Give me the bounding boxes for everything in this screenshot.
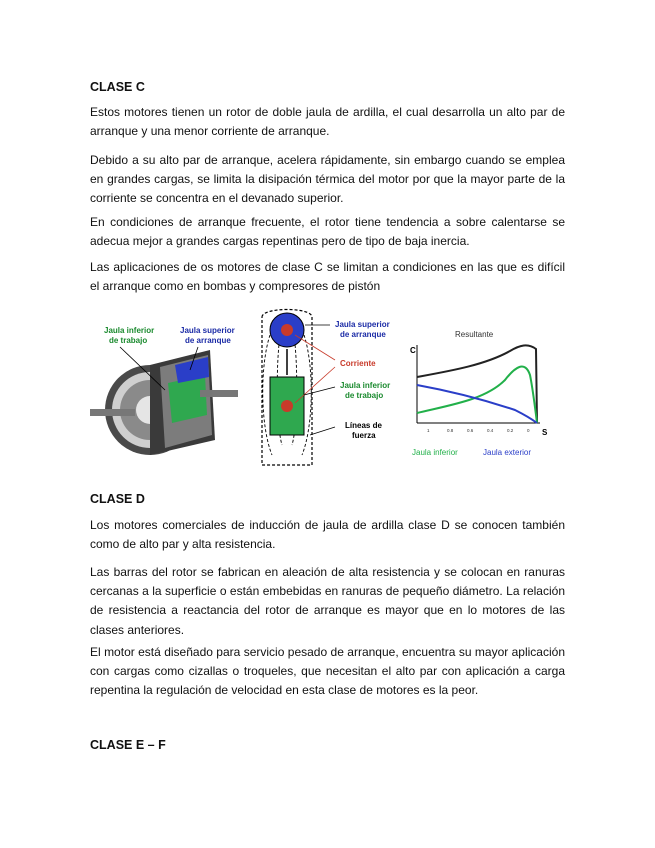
heading-clase-c: CLASE C — [90, 80, 145, 94]
paragraph-d-1: Los motores comerciales de inducción de jaula de ardilla clase D se conocen también como de alto par y alta resistencia. — [90, 518, 565, 552]
shaft — [90, 409, 135, 416]
paragraph-d-2: Las barras del rotor se fabrican en aleación de alta resistencia y se colocan en ranuras cercanas a la superficie o están embebidas en ranuras de pequeño diámetro. La relación de resistencia a reactancia del rotor de arranque es mayor que en lo motores de las clases anteriores. — [90, 565, 565, 637]
x-tick-4: 0.2 — [507, 428, 514, 433]
heading-clase-e-f: CLASE E – F — [90, 738, 166, 752]
rotor-label-inferior-1: Jaula inferior — [104, 326, 155, 335]
section-label-superior-1: Jaula superior — [335, 320, 390, 329]
section-label-lineas-2: fuerza — [352, 431, 376, 440]
torque-chart — [410, 330, 548, 457]
paragraph-c-4: Las aplicaciones de os motores de clase C se limitan a condiciones en las que es difícil el arranque como en bombas y compresores de pistón — [90, 260, 565, 294]
legend-jaula-exterior: Jaula exterior — [483, 448, 532, 457]
rotor-label-inferior-2: de trabajo — [109, 336, 148, 345]
section-label-lineas-1: Líneas de — [345, 421, 382, 430]
x-tick-5: 0 — [527, 428, 530, 433]
paragraph-c-1: Estos motores tienen un rotor de doble jaula de ardilla, el cual desarrolla un alto par de arranque y una menor corriente de arranque. — [90, 105, 565, 139]
inner-cage-bars — [168, 375, 207, 423]
x-tick-0: 1 — [427, 428, 430, 433]
section-label-corriente: Corriente — [340, 359, 376, 368]
rotor-label-superior-1: Jaula superior — [180, 326, 235, 335]
chart-title: Resultante — [455, 330, 494, 339]
rotor-illustration — [90, 347, 238, 455]
heading-clase-d: CLASE D — [90, 492, 145, 506]
chart-ylabel: C — [410, 346, 416, 355]
section-label-superior-2: de arranque — [340, 330, 386, 339]
chart-xlabel: S — [542, 428, 548, 437]
x-tick-3: 0.4 — [487, 428, 494, 433]
double-cage-figure — [90, 305, 565, 470]
paragraph-d-3: El motor está diseñado para servicio pesado de arranque, encuentra su mayor aplicación con cargas como cizallas o troqueles, que necesitan el alto par con aplicación a carga repentina la regulación de velocidad en esta clase de motores es la peor. — [90, 645, 565, 698]
slot-cross-section — [262, 310, 335, 466]
current-dot-lower — [281, 400, 293, 412]
x-tick-1: 0.8 — [447, 428, 454, 433]
current-dot-upper — [281, 324, 293, 336]
paragraph-c-2: Debido a su alto par de arranque, acelera rápidamente, sin embargo cuando se emplea en grandes cargas, se limita la disipación térmica del motor por que la mayor parte de la corriente se concentra en el devanado superior. — [90, 153, 565, 206]
rotor-label-superior-2: de arranque — [185, 336, 231, 345]
legend-jaula-inferior: Jaula inferior — [412, 448, 458, 457]
series-jaula-inferior — [417, 367, 537, 423]
series-jaula-exterior — [417, 385, 537, 423]
section-label-inferior-2: de trabajo — [345, 391, 384, 400]
section-label-inferior-1: Jaula inferior — [340, 381, 391, 390]
x-tick-2: 0.6 — [467, 428, 474, 433]
paragraph-c-3: En condiciones de arranque frecuente, el rotor tiene tendencia a sobre calentarse se adecua mejor a grandes cargas repentinas pero de tipo de baja inercia. — [90, 215, 565, 249]
